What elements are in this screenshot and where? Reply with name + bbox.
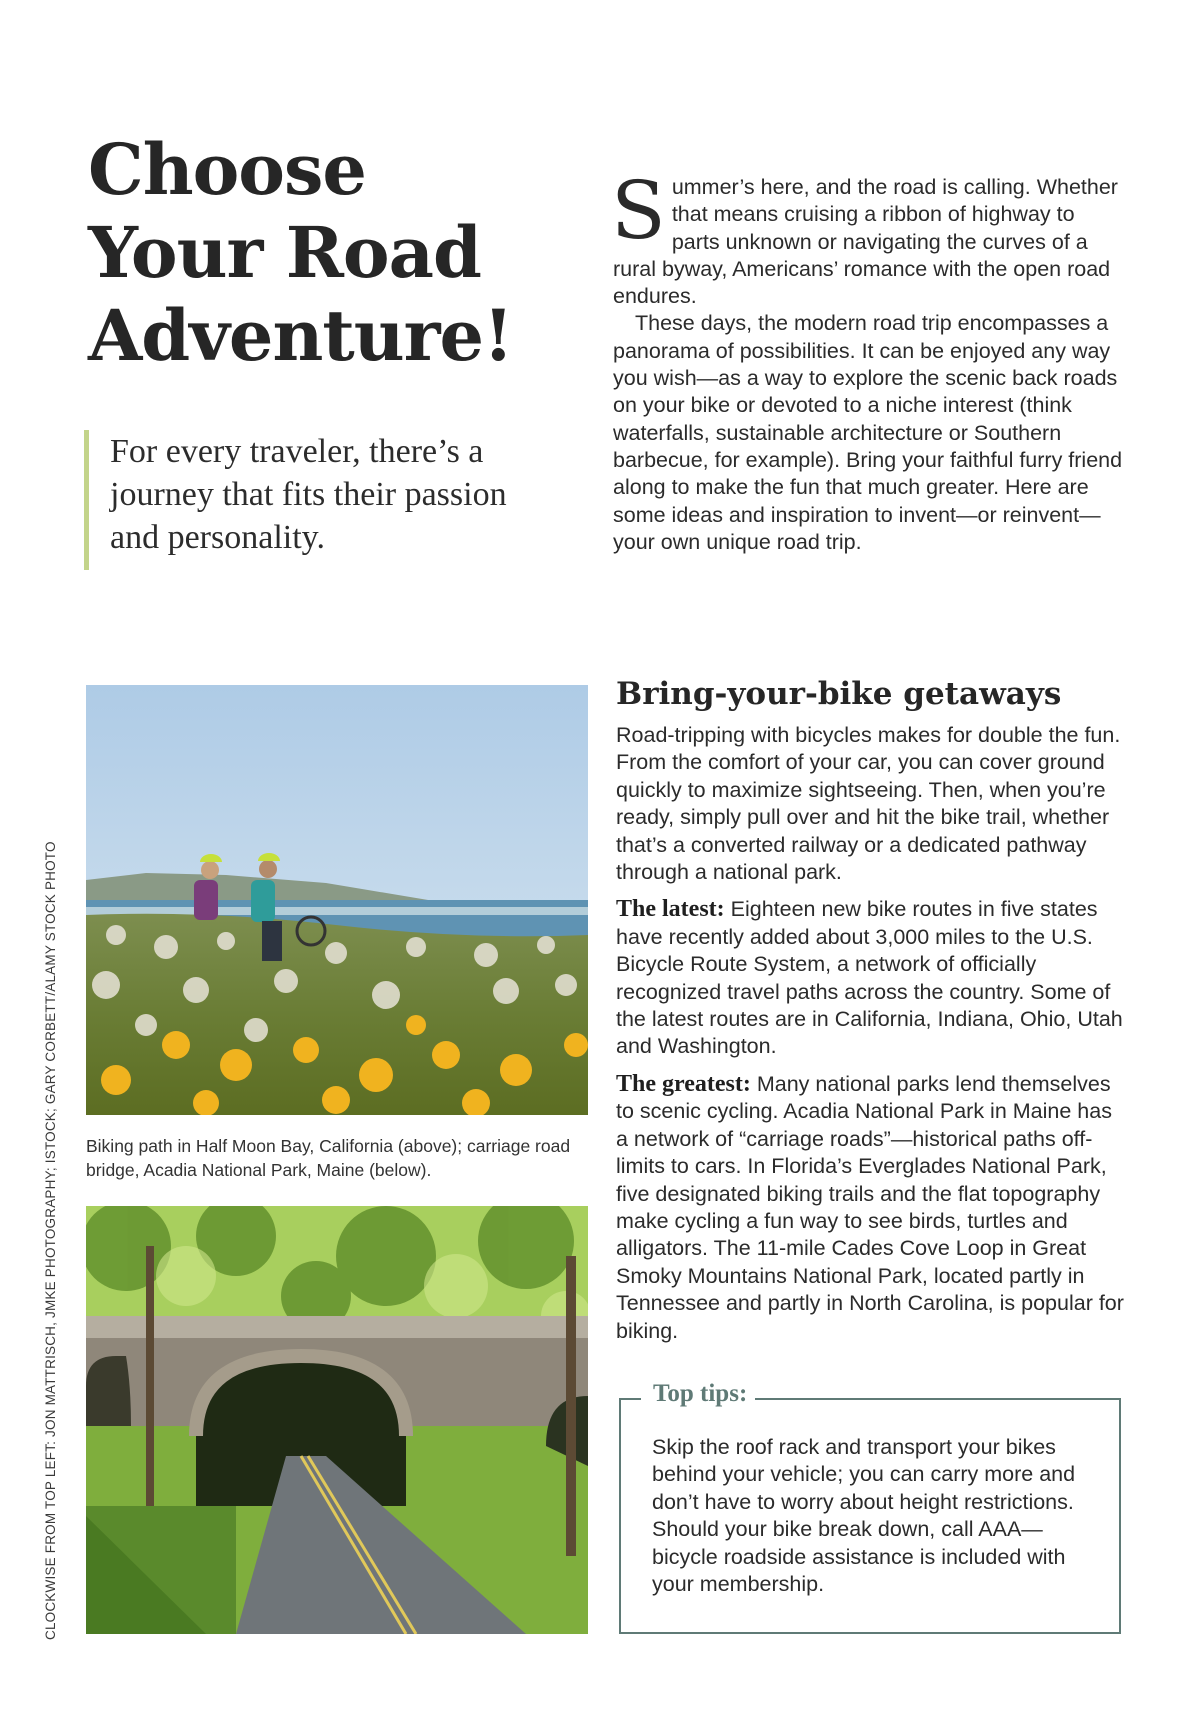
title-line: Adventure! — [88, 294, 513, 377]
drop-cap: S — [611, 164, 666, 257]
latest-paragraph — [616, 896, 1126, 1060]
intro-text — [611, 164, 1123, 556]
intro-paragraph-2: These days, the modern road trip encompasses a panorama of possibilities. It can be enjoyed any way you wish—as a way to explore the scenic back roads on your bike or devoted to a niche interest (think waterfalls, sustainable architecture or Southern barbecue, for example). Bring your faithful furry friend along to make the fun that much greater. Here are some ideas and inspiration to invent—or reinvent—your own unique road trip. — [613, 311, 1123, 554]
page-title — [88, 128, 558, 377]
section-heading: Bring-your-bike getaways — [616, 676, 1062, 712]
bridge-photo — [86, 1206, 588, 1634]
title-line: Your Road — [88, 211, 481, 294]
section-paragraph-1: Road-tripping with bicycles makes for double the fun. From the comfort of your car, you can cover ground quickly to maximize sightseeing. Then, when you’re ready, simply pull over and hit the bike trail, whether that’s a converted railway or a dedicated pathway through a national park. — [616, 723, 1121, 885]
cyclists-photo — [86, 685, 588, 1115]
cyclists-photo-image — [86, 685, 588, 1115]
bridge-photo-image — [86, 1206, 588, 1634]
section-body — [616, 722, 1126, 1355]
greatest-label: The greatest: — [616, 1070, 751, 1097]
latest-text: Eighteen new bike routes in five states have recently added about 3,000 miles to the U.S. Bicycle Route System, a network of officially recognized travel paths across the country. Some of the latest routes are in California, Indiana, Ohio, Utah and Washington. — [616, 897, 1123, 1059]
intro-paragraph-1 — [611, 164, 1123, 310]
greatest-paragraph — [616, 1071, 1126, 1345]
top-tips-label: Top tips: — [641, 1380, 755, 1408]
latest-label: The latest: — [616, 896, 725, 923]
greatest-text: Many national parks lend themselves to scenic cycling. Acadia National Park in Maine has a network of “carriage roads”—historical paths off-limits to cars. In Florida’s Everglades National Park, five designated biking trails and the flat topography make cycling a fun way to see birds, turtles and alligators. The 11-mile Cades Cove Loop in Great Smoky Mountains National Park, located partly in Tennessee and partly in North Carolina, is popular for biking. — [616, 1071, 1124, 1343]
top-tips-text: Skip the roof rack and transport your bikes behind your vehicle; you can carry more and don’t have to worry about height restrictions. Should your bike break down, call AAA—bicycle roadside assistance is included with your membership. — [652, 1435, 1076, 1597]
dek-quote: For every traveler, there’s a journey that fits their passion and personality. — [84, 430, 524, 570]
photo-caption: Biking path in Half Moon Bay, California (above); carriage road bridge, Acadia National Park, Maine (below). — [86, 1136, 571, 1180]
photo-credit: CLOCKWISE FROM TOP LEFT: JON MATTRISCH, JMKE PHOTOGRAPHY; ISTOCK; GARY CORBETT/ALAMY STOCK PHOTO — [43, 841, 58, 1640]
top-tips-box — [619, 1380, 1121, 1634]
title-line: Choose — [88, 128, 366, 211]
intro-p1-text: ummer’s here, and the road is calling. Whether that means cruising a ribbon of highway to parts unknown or navigating the curves of a rural byway, Americans’ romance with the open road endures. — [613, 175, 1118, 309]
